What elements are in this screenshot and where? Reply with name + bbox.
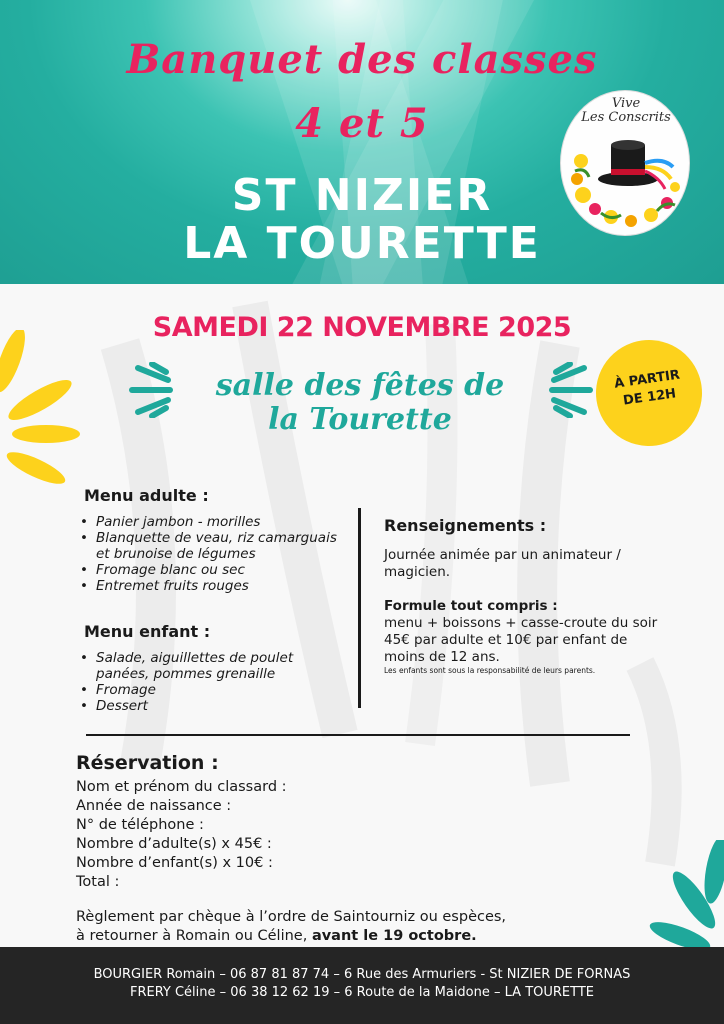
town-name-line2: LA TOURETTE bbox=[183, 218, 541, 269]
reservation-field: Nombre d’enfant(s) x 10€ : bbox=[76, 855, 273, 871]
list-item: • Blanquette de veau, riz camarguais bbox=[80, 530, 337, 546]
reglement-text: à retourner à Romain ou Céline, bbox=[76, 928, 312, 944]
reservation-title: Réservation : bbox=[76, 752, 219, 774]
contact-footer bbox=[0, 947, 724, 1024]
town-name-line1: ST NIZIER bbox=[231, 170, 493, 221]
info-line: magicien. bbox=[384, 564, 451, 580]
menu-enfant-list bbox=[80, 650, 293, 714]
column-divider bbox=[358, 508, 361, 708]
logo-text-line2: Les Conscrits bbox=[581, 110, 671, 125]
yellow-sunburst-decoration bbox=[0, 330, 90, 490]
list-item-text: panées, pommes grenaille bbox=[96, 666, 276, 682]
reservation-field: Nombre d’adulte(s) x 45€ : bbox=[76, 836, 272, 852]
classes-title: 4 et 5 bbox=[295, 100, 429, 147]
reservation-field: N° de téléphone : bbox=[76, 817, 204, 833]
contact-celine: FRERY Céline – 06 38 12 62 19 – 6 Route de la Maidone – LA TOURETTE bbox=[129, 985, 595, 1000]
reservation-field: Année de naissance : bbox=[76, 798, 232, 814]
list-item: • Fromage blanc ou sec bbox=[80, 562, 337, 578]
renseignements-title: Renseignements : bbox=[384, 516, 547, 535]
list-item-text: et brunoise de légumes bbox=[96, 546, 256, 562]
list-item: • Fromage bbox=[80, 682, 293, 698]
conscrits-logo bbox=[560, 90, 690, 236]
list-item: • Panier jambon - morilles bbox=[80, 514, 337, 530]
menu-adulte-list bbox=[80, 514, 337, 594]
list-item-continuation bbox=[80, 546, 337, 562]
responsabilite-note: Les enfants sont sous la responsabilité de leurs parents. bbox=[384, 666, 596, 675]
info-line: Journée animée par un animateur / bbox=[384, 547, 621, 563]
reservation-field: Nom et prénom du classard : bbox=[76, 779, 287, 795]
start-time-line2: DE 12H bbox=[622, 386, 677, 409]
list-item: • Salade, aiguillettes de poulet bbox=[80, 650, 293, 666]
section-divider bbox=[86, 734, 630, 736]
list-item: • Entremet fruits rouges bbox=[80, 578, 337, 594]
reglement-line2 bbox=[76, 927, 477, 946]
logo-text-line1: Vive bbox=[611, 96, 641, 111]
teal-sunburst-decoration bbox=[640, 840, 724, 947]
reservation-fields bbox=[76, 778, 476, 892]
list-item-continuation bbox=[80, 666, 293, 682]
reservation-field: Total : bbox=[76, 874, 120, 890]
info-line: menu + boissons + casse-croute du soir bbox=[384, 615, 658, 631]
formule-block bbox=[384, 598, 674, 676]
menu-enfant-title: Menu enfant : bbox=[84, 622, 211, 641]
list-item: • Dessert bbox=[80, 698, 293, 714]
reglement-deadline: avant le 19 octobre. bbox=[311, 928, 477, 944]
top-hat-flowers-icon bbox=[561, 91, 690, 236]
menu-adulte-title: Menu adulte : bbox=[84, 486, 209, 505]
info-line: moins de 12 ans. bbox=[384, 649, 500, 665]
start-time-line1: À PARTIR bbox=[613, 367, 681, 392]
event-date: SAMEDI 22 NOVEMBRE 2025 bbox=[152, 312, 572, 343]
info-line: 45€ par adulte et 10€ par enfant de bbox=[384, 632, 628, 648]
contact-romain: BOURGIER Romain – 06 87 81 87 74 – 6 Rue des Armuriers - St NIZIER DE FORNAS bbox=[93, 967, 631, 982]
venue-line1: salle des fêtes de bbox=[215, 368, 505, 403]
formule-title: Formule tout compris : bbox=[384, 598, 558, 614]
banquet-title: Banquet des classes bbox=[126, 36, 598, 83]
reglement-line1: Règlement par chèque à l’ordre de Saintourniz ou espèces, bbox=[76, 909, 507, 925]
header-banner bbox=[0, 0, 724, 284]
renseignements-text bbox=[384, 547, 674, 581]
venue-line2: la Tourette bbox=[268, 402, 452, 437]
